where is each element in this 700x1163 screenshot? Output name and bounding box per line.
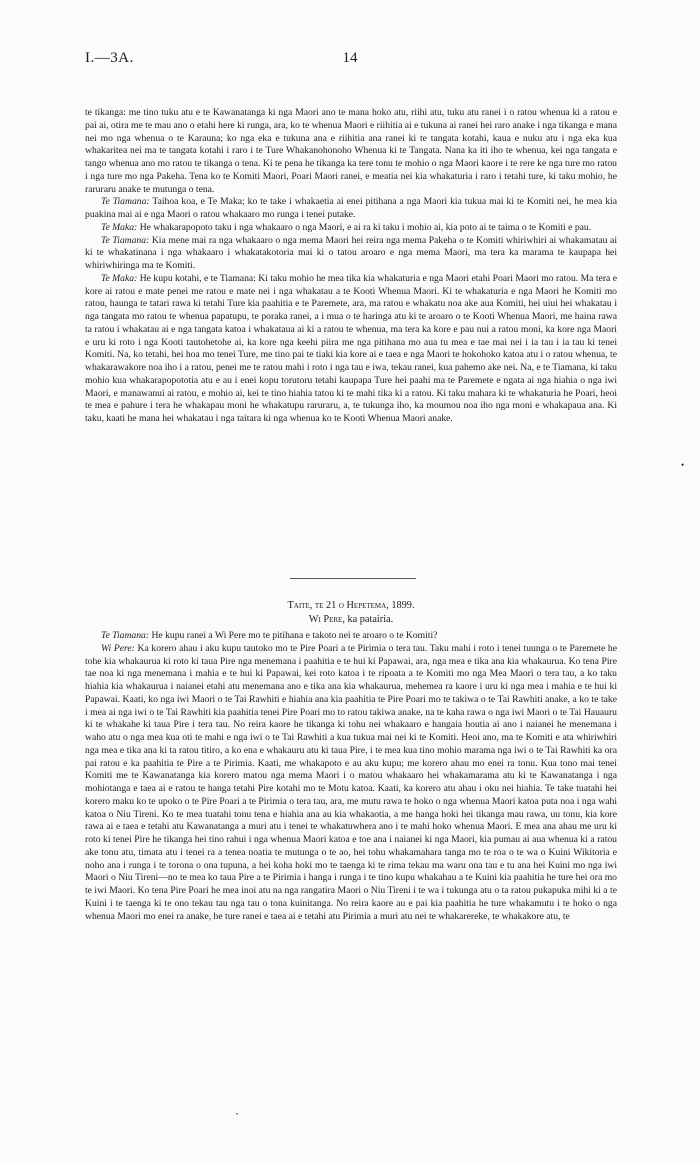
paragraph-text: Taihoa koa, e Te Maka; ko te take i whakaetia ai enei pitihana a nga Maori kia tukua mai ki te Komiti nei, he mea kia puakina mai ai e nga Maori o ratou whakaaro mo runga i tenei putake. (85, 196, 617, 220)
paragraph-text: He kupu ranei a Wi Pere mo te pitihana e takoto nei te aroaro o te Komiti? (151, 630, 438, 641)
scan-speck: • (236, 1112, 239, 1118)
date-rest: 21 o Hepetema, 1899. (325, 600, 415, 611)
paragraph (85, 107, 617, 196)
section-divider (290, 578, 416, 579)
speaker-label: Te Maka: (101, 272, 138, 284)
witness-name: Wi Pere (308, 614, 343, 625)
paragraph-text: Ka korero ahau i aku kupu tautoko mo te Pire Poari a te Pirimia o tera tau. Taku mahi i roto i tenei tuunga o te Paremete he tohe kia whakaurua ki roto ki taua Pire nga menemana i paahitia e te hui ki Papawai, ara, nga mea e tika ana kia whakaurua. Ko tena Pire tae noa ki nga menemana i mahia e te hui ki Papawai, kei roto katoa i te ripoata a te Komiti mo nga Mea Maori o tera tau, a ko taku hiahia kia whakaurua i naianei etahi atu menemana ano e tika ana kia whakaurua, mehemea ra kaore i uru ki nga mea i mahia e te hui ki Papawai. Kaati, ko nga iwi Maori o te Tai Rawhiti e hiahia ana kia paahitia te Pire Poari mo te takiwa o te Tai Rawhiti anake, a ko te take i mea ai nga iwi o te Tai Rawhiti kia paahitia tenei Pire Poari mo to ratou takiwa anake, na te kaha rawa o nga iwi Maori o te Tai Hauauru ki te whakahe ki taua Pire i tera tau. No reira kaore he tikanga ki tohu nei whakaaro e hangaia houtia ai ano i naianei he menemana i waho atu o nga mea kua oti te mahi e nga iwi o te Tai Rawhiti a kua tukua mai nei ki te Komiti. Heoi ano, ma te Komiti e ata whiriwhiri nga mea e tika ana ki ta ratou titiro, a ko ena e whakauru atu ki taua Pire, i te mea kua tino mohio marama nga iwi o te Tai Rawhiti ka ora pai ratou e ka paahitia te Pire a te Pirimia. Kaati, me whakapoto e au aku kupu; me korero ahau mo enei ra tonu. Kua tono mai tenei Komiti me te Kawanatanga kia korero matou nga mema Maori i o matou whakaaro hei whakamarama atu ki te Kawanatanga i nga mohiotanga e taea ai e ratou te hanga tetahi Pire kotahi mo te Motu katoa. Kaati, ka korero atu ahau i oku nei hiahia. Te take tuatahi hei korero maku ko te upoko o te Pire Poari a te Pirimia o tera tau, ara, me mutu rawa te hoko o nga whenua Maori katoa puta noa i nga wahi katoa o Niu Tireni. Ko te mea tuatahi tonu tena e hiahia ana au kia whakaotia, a me hanga hoki hei tikanga mau rawa, uu tonu, kia kore rawa ai e taea e tetahi atu Kawanatanga a muri atu i tenei te whakatuwhera ano i te mahi hoko whenua Maori. E mea ana ahau me uru ki roto ki tenei Pire he tikanga hei tino rahui i nga whenua Maori katoa e toe ana i naianei ki nga Maori, kia pumau ai aua whenua ki a ratou ake tonu atu, timata atu i tenei ra a tenea noatia te mutunga o te ao, hei tohu whakamahara tanga mo te roa o te wa o Kuini Wikitoria e noho ana i runga i te torona o ona tupuna, a hei koha hoki mo te taenga ki te rima tekau ma waru ona tau e tu ana hei Kuini mo nga iwi Maori o Niu Tireni—no te mea ko taua Pire a te Pirimia i hanga i runga i te tino kupu whakahau a te Kuini kia paahitia he ture hei ora mo te iwi Maori. Ko tena Pire Poari he mea inoi atu na nga rangatira Maori o Niu Tireni i te wa i tukunga atu o ta ratou pukapuka mihi ki a te Kuini i te taenga ki te ono tekau tau nga tau o tona kuinitanga. No reira kaore au e pai kia paahitia he ture whakamutu i te hoko o nga whenua Maori mo enei ra anake, he ture ranei e taea ai e tetahi atu Pirimia a muri atu nei te whakarereke, te whakakore atu, te (85, 642, 617, 922)
page-number: 14 (342, 50, 358, 66)
paragraph (85, 643, 617, 924)
text-block-2 (85, 630, 617, 923)
paragraph (85, 235, 617, 273)
speaker-label: Te Tiamana: (101, 234, 150, 246)
speaker-label: Wi Pere: (101, 642, 135, 654)
paragraph-text: te tikanga: me tino tuku atu e te Kawanatanga ki nga Maori ano te mana hoko atu, riihi atu, tuku atu ranei i o ratou whenua ki a ratou e pai ai, otira me te mau ano o etahi here ki runga, ara, ko te whenua Maori e riihitia ai e tukuna ai ranei hei raro anake i nga tikanga e mana nei mo nga whenua o te Karauna; ko nga eka e tukuna ana e riihitia ana ranei ki te tangata kotahi, kaua e nuku atu i nga eka kua whakaritea nei ma te tangata kotahi i raro i te Ture Whakanohonoho Whenua ki te Tangata. Nana ka iti iho te whenua, kei nga tangata e tango whenua ano mo ratou te tikanga o tena. Ki te pena he tikanga ka tere tonu te mohio o nga Maori kaore i te rere ke nga ture mo ratou i nga ture mo nga Pakeha. Tena ko te Komiti Maori, Poari Maori ranei, e meatia nei kia whakaturia i raro i tetahi ture, ki taku mohio, he raruraru anake te mutunga o tena. (85, 107, 617, 195)
date-prefix: Taite, te (287, 600, 324, 611)
session-date (85, 600, 617, 611)
page-header (85, 50, 615, 70)
paragraph-text: Kia mene mai ra nga whakaaro o nga mema Maori hei reira nga mema Pakeha o te Komiti whiriwhiri ai whakamatau ai ki te whakatinana i nga whakaaro i whakatakotoria mai ki o tatou aroaro e nga mema Maori, ma tera ka marama te kaupapa hei whiriwhiringa ma te Komiti. (85, 234, 617, 271)
document-reference: I.—3A. (85, 50, 134, 66)
text-block-1 (85, 107, 617, 426)
paragraph (85, 630, 617, 643)
paragraph (85, 196, 617, 222)
paragraph-text: He kupu kotahi, e te Tiamana: Ki taku mohio he mea tika kia whakaturia e nga Maori etahi Poari Maori mo ratou. Ma tera e kore ai ratou e mate penei me ratou e mate nei i nga whakatau a te Kooti Whenua Maori. Ki te whakaturia e nga Maori he Komiti mo ratou, haunga te tatari rawa ki tetahi Ture kia paahitia e te Paremete, ara, ma ratou e whakatu noa ake aua Komiti, hei uiui hei whakatau i nga tangata mo ratou te whenua papatupu, te poraka ranei, a i mua o te haringa atu ki te aroaro o te Kooti Whenua Maori, me haina rawa ta ratou i whakatau ai e nga tangata katoa i whakataua ai ki a ratou te whenua, ma tera ka kore e pau nui a ratou moni, ka kore nga Maori e uru ki roto i nga Kooti tautohetohe ai, ka kore nga keehi piira me nga pitihana mo aua tu mea e tae mai nei i ia tau i ia tau ki tenei Komiti. Na, ko tetahi, hei hoa mo tenei Ture, me tino pai te tiaki kia kore ai e taea e nga Maori te hokohoko katoa atu i o ratou whenua, te whakarawakore noa iho i a ratou, penei me te ratou mahi i roto i nga tau e iwa, tekau ranei, kua pahemo ake nei. Na, e te Tiamana, ki taku mohio kua whakarapopototia atu e au i enei kopu torutoru tetahi kaupapa Ture hei paahi ma te Paremete e ngata ai nga hiahia o nga iwi Maori, e manawanui ai ratou, e mohio ai, kei te tino hiahia tatou ki te mahi tika ki a ratou. Ki taku mahara ki te whakaturia he Poari, heoi te mea e pahure i tera he whakapau moni he whakatupu raruraru, a, te tukunga iho, ka moumou noa iho nga moni e whakapaua ana. Ki taku, kaati he mana hei whakatau i nga taitara ki nga whenua ko te Kooti Whenua Maori anake. (85, 272, 618, 424)
witness-note: , ka patairia. (342, 614, 394, 625)
paragraph (85, 273, 617, 426)
speaker-label: Te Tiamana: (101, 196, 150, 208)
margin-speck: • (681, 460, 685, 470)
witness-heading (85, 614, 617, 625)
paragraph-text: He whakarapopoto taku i nga whakaaro o nga Maori, e ai ra ki taku i mohio ai, kia poto ai te taima o te Komiti e pau. (139, 221, 592, 233)
paragraph (85, 222, 617, 235)
speaker-label: Te Maka: (101, 221, 138, 233)
speaker-label: Te Tiamana: (101, 630, 150, 641)
